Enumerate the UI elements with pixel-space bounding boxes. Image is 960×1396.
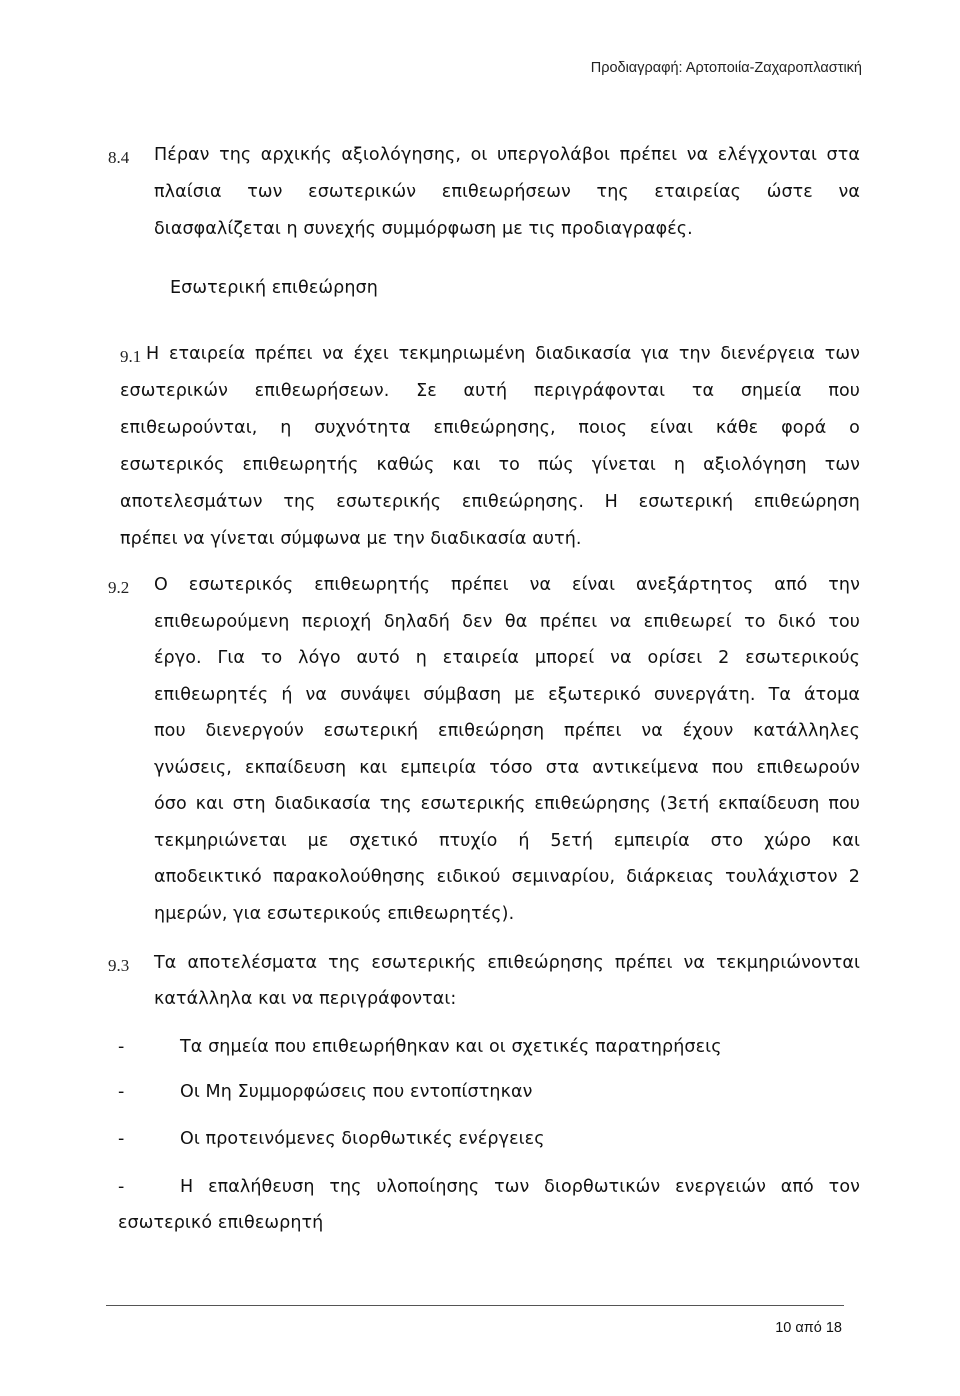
dash-marker: - (118, 1037, 125, 1057)
page-header: Προδιαγραφή: Αρτοποιία-Ζαχαροπλαστική (590, 60, 862, 76)
page-number: 10 από 18 (775, 1320, 842, 1336)
text-line: όσο και στη διαδικασία της εσωτερικής επιθεώρησης (3ετή εκπαίδευση που (154, 794, 860, 814)
text-line: ημερών, για εσωτερικούς επιθεωρητές). (154, 904, 515, 924)
text-line: έργο. Για το λόγο αυτό η εταιρεία μπορεί να ορίσει 2 εσωτερικούς (154, 648, 860, 668)
text-line: γνώσεις, εκπαίδευση και εμπειρία τόσο στα αντικείμενα που επιθεωρούν (154, 758, 860, 778)
text-line: διασφαλίζεται η συνεχής συμμόρφωση με τις προδιαγραφές. (154, 219, 693, 239)
text-line: επιθεωρούνται, η συχνότητα επιθεώρησης, ποιος είναι κάθε φορά ο (120, 418, 860, 438)
text-line: πλαίσια των εσωτερικών επιθεωρήσεων της εταιρείας ώστε να (154, 182, 860, 202)
text-line: Τα αποτελέσματα της εσωτερικής επιθεώρησης πρέπει να τεκμηριώνονται (154, 953, 860, 973)
footer-divider (106, 1305, 844, 1306)
section-heading: Εσωτερική επιθεώρηση (170, 278, 378, 298)
text-line: που διενεργούν εσωτερική επιθεώρηση πρέπει να έχουν κατάλληλες (154, 721, 860, 741)
text-line: Η εταιρεία πρέπει να έχει τεκμηριωμένη διαδικασία για την διενέργεια των (146, 344, 860, 364)
dash-marker: - (118, 1129, 125, 1149)
list-item-text: Οι Μη Συμμορφώσεις που εντοπίστηκαν (180, 1082, 533, 1102)
text-line: επιθεωρητές ή να συνάψει σύμβαση με εξωτερικό συνεργάτη. Τα άτομα (154, 685, 860, 705)
text-line: εσωτερικός επιθεωρητής καθώς και το πώς γίνεται η αξιολόγηση των (120, 455, 860, 475)
dash-marker: - (118, 1082, 125, 1102)
text-line: αποδεικτικό παρακολούθησης ειδικού σεμιναρίου, διάρκειας τουλάχιστον 2 (154, 867, 860, 887)
text-line: Ο εσωτερικός επιθεωρητής πρέπει να είναι ανεξάρτητος από την (154, 575, 860, 595)
dash-marker: - (118, 1177, 125, 1197)
list-item-continuation: εσωτερικό επιθεωρητή (118, 1213, 324, 1233)
clause-number: 9.2 (108, 578, 130, 597)
text-line: εσωτερικών επιθεωρήσεων. Σε αυτή περιγράφονται τα σημεία που (120, 381, 860, 401)
text-line: αποτελεσμάτων της εσωτερικής επιθεώρησης. Η εσωτερική επιθεώρηση (120, 492, 860, 512)
clause-number: 9.1 (120, 347, 142, 366)
text-line: Πέραν της αρχικής αξιολόγησης, οι υπεργολάβοι πρέπει να ελέγχονται στα (154, 145, 860, 165)
text-line: επιθεωρούμενη περιοχή δηλαδή δεν θα πρέπει να επιθεωρεί το δικό του (154, 612, 860, 632)
text-line: τεκμηριώνεται με σχετικό πτυχίο ή 5ετή εμπειρία στο χώρο και (154, 831, 860, 851)
clause-number: 9.3 (108, 956, 130, 975)
list-item-text: Τα σημεία που επιθεωρήθηκαν και οι σχετικές παρατηρήσεις (180, 1037, 722, 1057)
clause-number: 8.4 (108, 148, 130, 167)
list-item-text: Η επαλήθευση της υλοποίησης των διορθωτικών ενεργειών από τον (180, 1177, 860, 1197)
text-line: πρέπει να γίνεται σύμφωνα με την διαδικασία αυτή. (120, 529, 582, 549)
list-item-text: Οι προτεινόμενες διορθωτικές ενέργειες (180, 1129, 545, 1149)
text-line: κατάλληλα και να περιγράφονται: (154, 989, 457, 1009)
